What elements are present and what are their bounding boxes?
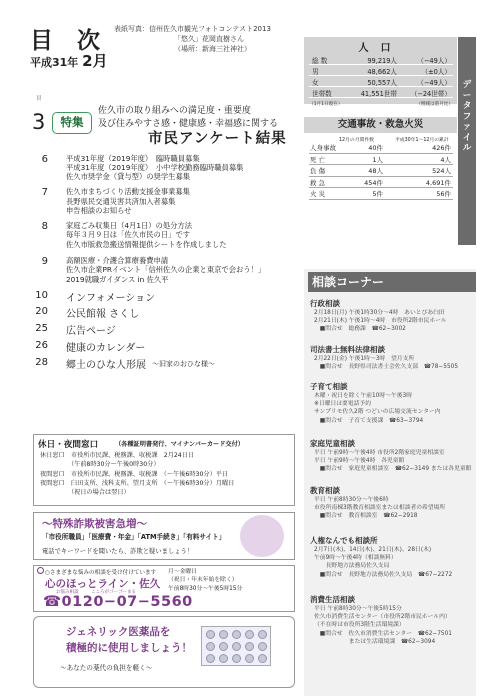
traffic-row: [309, 189, 453, 200]
generic-drug-line: ジェネリック医薬品を: [66, 626, 171, 638]
cover-line: （場所：新海三社神社）: [174, 45, 251, 53]
toc-page-number: 26: [35, 340, 48, 351]
population-label: 世帯数: [312, 90, 332, 98]
generic-drug-subline: 〜あなたの薬代の負担を軽く〜: [60, 664, 153, 672]
traffic-row: [309, 143, 453, 154]
consultation-line: 2月21日(木) 午後1時〜4時 市役所2階市民ホール: [314, 318, 447, 325]
population-row: [309, 77, 453, 87]
toc-entry-link[interactable]: 佐久市企業PRイベント「信州佐久の企業と東京で会おう！」: [66, 265, 266, 274]
feature-subtitle: 佐久市の取り組みへの満足度・重要度: [98, 106, 251, 116]
pill-icon: [232, 630, 241, 639]
toc-page-number: 3: [32, 110, 46, 134]
pill-icon: [245, 642, 254, 651]
population-title: 人口: [358, 43, 403, 54]
consultation-line: 佐久市消費生活センター（市役所2階市民ホール内）: [314, 614, 451, 621]
consultation-line: ■問合せ 長野地方法務局佐久支局 ☎67−2272: [314, 571, 453, 578]
population-note-diff: （増減は前月比）: [416, 102, 453, 107]
consultation-heading: 子育て相談: [310, 382, 348, 391]
population-value: 41,551世帯: [360, 90, 397, 98]
pill-icon: [258, 654, 267, 663]
pill-icon: [245, 654, 254, 663]
population-label: 女: [312, 79, 319, 87]
traffic-month: 1人: [372, 155, 383, 164]
consultation-line: ■問合せ 家庭児童相談室 ☎62−3149 または各児童館: [314, 466, 472, 473]
holiday-counter-subtitle: （各種証明書発行、マイナンバーカード交付）: [115, 441, 244, 448]
toc-entry-link[interactable]: 平成31年度（2019年度） 小中学校勤務臨時職員募集: [66, 163, 244, 172]
traffic-row: [309, 155, 453, 166]
holiday-counter-line: 夜間窓口 市役所市民課、税務課、収税課 （〜午後6時30分）平日: [40, 470, 229, 478]
toc-page-number: 10: [35, 290, 48, 301]
population-row: [309, 88, 453, 98]
hotline-name: 心のほっとライン・佐久: [45, 578, 161, 590]
page-title: 目 次: [30, 28, 109, 54]
toc-entry-link[interactable]: 広告ページ: [66, 326, 116, 337]
hotline-hours-line: （祝日・年末年始を除く）: [168, 577, 238, 584]
toc-entry-link[interactable]: 2019就職ガイダンス in 佐久平: [66, 275, 169, 284]
consultation-line: 2月18日(月) 午後1時30分〜4時 あいとぴあ臼田: [314, 310, 445, 316]
traffic-month: 5件: [372, 190, 383, 198]
consultation-line: 2月7日(木)、14日(木)、21日(木)、28日(木): [314, 547, 432, 553]
feature-subtitle: 及び住みやすさ感・健康感・幸福感に関する: [98, 119, 279, 129]
holiday-counter-line: 休日窓口 市役所市民課、税務課、収税課 2月24日日: [40, 452, 195, 459]
consultation-line: ■問合せ 子育て支援課 ☎63−3794: [314, 417, 424, 424]
pill-icon: [206, 642, 215, 651]
traffic-label: 死 亡: [310, 155, 326, 164]
toc-entry-link[interactable]: インフォメーション: [66, 293, 156, 304]
toc-entry-link[interactable]: 公民館報 さくし: [66, 309, 140, 320]
population-row: [309, 66, 453, 76]
data-file-label: データファイル: [462, 80, 472, 153]
population-diff: （−49人）: [417, 57, 451, 65]
pill-icon: [258, 630, 267, 639]
population-diff: （−49人）: [417, 79, 451, 87]
traffic-total: 426件: [432, 144, 451, 152]
traffic-total: 524人: [432, 167, 451, 175]
toc-page-number: 28: [35, 357, 48, 368]
traffic-title: 交通事故・救急火災: [304, 117, 457, 133]
issue-month: 2月: [82, 52, 108, 70]
traffic-label: 負 傷: [310, 167, 326, 175]
toc-page-number: 8: [41, 221, 48, 232]
holiday-counter-title: 休日・夜間窓口: [38, 440, 99, 450]
consultation-line: 平日 午前8時30分〜午後6時: [314, 497, 389, 503]
issue-year: 平成31年: [30, 56, 79, 69]
hotline-tel-reading: こころがゴーゴーまる: [91, 590, 136, 595]
consultation-heading: 教育相談: [310, 486, 340, 495]
consultation-line: 市役所南棟3階教育相談室または相談者の希望場所: [314, 505, 446, 512]
traffic-month: 48人: [368, 167, 383, 175]
toc-page-number: 25: [35, 323, 48, 334]
consultation-line: 平日 午前9時〜午後4時 各児童館: [314, 458, 405, 465]
consultation-line: 平日 午前8時30分〜午後5時15分: [314, 606, 402, 612]
traffic-label: 救 急: [310, 178, 326, 187]
holiday-counter-line: （祝日の場合は翌日）: [40, 489, 130, 497]
consultation-line: ■問合せ 総務課 ☎62−3002: [314, 326, 406, 333]
traffic-month: 454件: [364, 178, 383, 187]
toc-entry-link[interactable]: 佐久市版救急搬送情報提供シートを作成しました: [66, 240, 227, 249]
hotline-phone-link[interactable]: ☎0120−07−5560: [43, 594, 193, 610]
toc-entry-note: 〜旧家のおひな様〜: [152, 360, 215, 368]
consultation-heading: 行政相談: [310, 299, 340, 308]
cover-line: 表紙写真：信州佐久市観光フォトコンテスト2013: [114, 25, 271, 33]
issue-date: [30, 50, 108, 71]
traffic-month: 40件: [368, 144, 383, 152]
toc-entry-link[interactable]: 高額医療・介護合算療養費申請: [66, 256, 169, 265]
toc-entry-link[interactable]: 健康のカレンダー: [66, 343, 146, 354]
traffic-label: 人身事故: [310, 144, 336, 152]
hotline-hours-line: 月〜金曜日: [168, 569, 197, 575]
population-value: 50,557人: [367, 79, 397, 87]
population-value: 99,219人: [367, 57, 397, 65]
fraud-title: 〜特殊詐欺被害急増〜: [42, 518, 147, 530]
feature-title-link[interactable]: 市民アンケート結果: [148, 130, 287, 147]
toc-page-number: 9: [41, 256, 48, 267]
holiday-counter-line: （午前8時30分〜午後0時30分）: [40, 461, 160, 469]
consultation-heading: 家庭児童相談: [310, 439, 355, 448]
pill-icon: [206, 630, 215, 639]
fraud-advice: 電話でキーワードを聞いたら、詐欺と疑いましょう！: [42, 548, 194, 555]
traffic-label: 火 災: [310, 190, 326, 198]
pill-icon: [232, 642, 241, 651]
consultation-line: ■問合せ 佐久市消費生活センター ☎62−7501: [314, 630, 452, 637]
consultation-heading: 人権なんでも相談所: [310, 536, 378, 545]
toc-entry-link[interactable]: 佐久市まちづくり活動支援金事業募集: [66, 187, 190, 196]
hotline-tel-label: お悩み相談: [56, 590, 79, 595]
circle-icon: [37, 567, 44, 574]
traffic-row: [309, 178, 453, 189]
generic-drug-line: 積極的に使用しましょう！: [66, 642, 192, 654]
toc-page-number: 6: [41, 154, 48, 165]
population-note-date: （1月1日現在）: [309, 102, 343, 107]
traffic-total: 56件: [436, 190, 451, 198]
toc-entry-link[interactable]: 長野県民交通災害共済加入者募集: [66, 197, 176, 206]
consultation-line: サンプリモ佐久2階 つどいの広場交流センター内: [314, 409, 441, 416]
traffic-row: [309, 166, 453, 177]
pill-icon: [219, 642, 228, 651]
population-diff: （±0人）: [421, 68, 451, 76]
toc-entry-link[interactable]: 申告相談のお知らせ: [66, 206, 132, 215]
pill-icon: [219, 630, 228, 639]
consultation-line: ※日曜日は要電話予約: [314, 401, 372, 408]
toc-entry-link[interactable]: 平成31年度（2019年度） 臨時職員募集: [66, 154, 200, 163]
toc-entry-link[interactable]: 毎年３月９日は「佐久市民の日」です: [66, 230, 191, 239]
toc-page-number: 20: [35, 306, 48, 317]
population-value: 48,662人: [367, 68, 397, 76]
consultation-line: 2月22日(金) 午後1時〜3時 望月支所: [314, 356, 415, 362]
toc-entry-link[interactable]: 佐久市奨学金（貸与型）の奨学生募集: [66, 172, 191, 181]
consultation-line: ■問合せ 長野県司法書士会佐久支部 ☎78−5505: [314, 364, 459, 371]
consultation-line: ■問合せ 教育相談室 ☎62−2918: [314, 513, 418, 520]
traffic-total: 4人: [440, 155, 451, 164]
consultation-line: 木曜・祝日を除く午前10時〜午後3時: [314, 393, 413, 399]
pill-icon: [206, 654, 215, 663]
population-label: 男: [312, 68, 319, 76]
traffic-total: 4,691件: [425, 178, 451, 187]
population-row: [309, 55, 453, 65]
hotline-hours-line: 午前8時30分〜午後5時15分: [168, 585, 243, 592]
pill-icon: [245, 630, 254, 639]
population-diff: （−24世帯）: [410, 90, 451, 98]
hotline-hours: [168, 568, 242, 593]
feature-badge: 特集: [52, 112, 92, 134]
consultation-heading: 司法書士無料法律相談: [310, 345, 385, 354]
toc-entry-link[interactable]: 家庭ごみ収集日（4月1日）の処分方法: [66, 221, 193, 230]
page-column-label: 頁: [36, 96, 42, 102]
toc-page-number: 7: [41, 187, 48, 198]
consultation-line: （不在時は市役所3階生活環境課）: [314, 622, 405, 629]
toc-entry-link[interactable]: 郷土のひな人形展: [66, 360, 146, 371]
consultation-line: 午前9時〜午後4時（相談無料）: [314, 555, 397, 562]
cover-caption: [114, 24, 271, 54]
hotline-intro: ○さまざまな悩みの相談を受け付けています: [45, 570, 157, 576]
traffic-head-month: 12月の月間件数: [339, 138, 374, 143]
traffic-head-total: 平成30年1〜12月の累計: [395, 138, 449, 143]
pill-icon: [232, 654, 241, 663]
holiday-counter-line: 夜間窓口 臼田支所、浅科支所、望月支所 （〜午後6時30分）月曜日: [40, 479, 235, 487]
consultation-line: 平日 午前9時〜午後4時 市役所2階家庭児童相談室: [314, 450, 445, 456]
consultation-line: または生活環境課 ☎62−3094: [314, 638, 436, 645]
population-label: 総 数: [312, 57, 328, 65]
population-note: [309, 101, 453, 107]
consultation-line: 長野地方法務局佐久支局: [314, 563, 390, 570]
cover-line: 「悠久」花岡直樹さん: [174, 35, 244, 43]
phone-scam-illustration-icon: [240, 515, 284, 557]
pill-icon: [258, 642, 267, 651]
consultation-heading: 消費生活相談: [310, 595, 355, 604]
pill-icon: [219, 654, 228, 663]
consultation-title: 相談コーナー: [308, 272, 476, 292]
fraud-keywords: 「市役所職員」「医療費・年金」「ATM手続き」「有料サイト」: [42, 533, 226, 541]
pill-pack-icon: [201, 626, 271, 666]
